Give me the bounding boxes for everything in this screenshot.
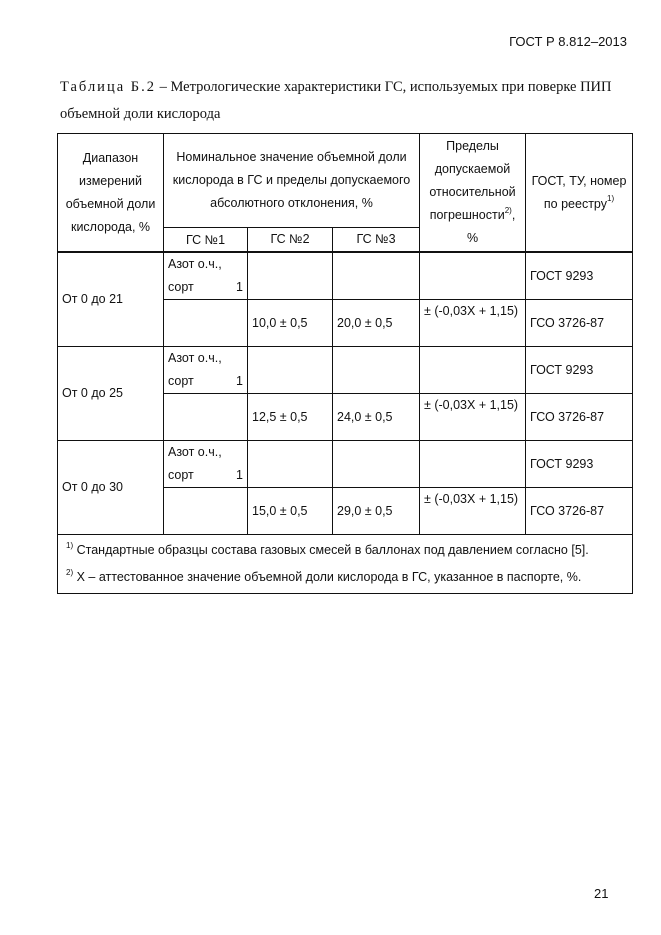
header-gost <box>526 134 633 253</box>
error-cell <box>420 347 526 394</box>
footnote-1-text: Стандартные образцы состава газовых смесей в баллонах под давлением согласно [5]. <box>73 543 589 557</box>
range-cell: От 0 до 30 <box>58 441 164 535</box>
table-row <box>58 441 633 488</box>
header-gs3: ГС №3 <box>333 228 420 253</box>
error-cell: ± (-0,03X + 1,15) <box>420 394 526 441</box>
range-cell: От 0 до 25 <box>58 347 164 441</box>
gs2-cell: 10,0 ± 0,5 <box>248 300 333 347</box>
footnote-ref-1: 1) <box>607 194 615 204</box>
header-range: Диапазон измерений объемной доли кислорода, % <box>58 134 164 253</box>
error-cell: ± (-0,03X + 1,15) <box>420 300 526 347</box>
error-cell <box>420 252 526 300</box>
gs3-cell: 24,0 ± 0,5 <box>333 394 420 441</box>
table-row <box>58 252 633 300</box>
gs2-cell <box>248 347 333 394</box>
gs1-cell: Азот о.ч., сорт 1 <box>164 441 248 488</box>
footnote-1-mark: 1) <box>66 540 74 550</box>
gs2-cell <box>248 252 333 300</box>
error-cell: ± (-0,03X + 1,15) <box>420 488 526 535</box>
header-row <box>58 134 633 228</box>
gs1-cell: Азот о.ч., сорт 1 <box>164 252 248 300</box>
table-row <box>58 347 633 394</box>
gs1-cell <box>164 488 248 535</box>
header-limits-text: Пределы допускаемой относительной погрешности <box>429 139 516 222</box>
footnote-2-mark: 2) <box>66 567 74 577</box>
range-cell: От 0 до 21 <box>58 252 164 347</box>
gost-cell: ГОСТ 9293 <box>526 441 633 488</box>
gs3-cell: 20,0 ± 0,5 <box>333 300 420 347</box>
gs3-cell: 29,0 ± 0,5 <box>333 488 420 535</box>
gost-cell: ГОСТ 9293 <box>526 347 633 394</box>
header-nominal: Номинальное значение объемной доли кислорода в ГС и пределы допускаемого абсолютного отклонения, % <box>164 134 420 228</box>
header-gost-text: ГОСТ, ТУ, номер по реестру <box>531 173 627 211</box>
gost-cell: ГСО 3726-87 <box>526 488 633 535</box>
table-title: – Метрологические характеристики ГС, используемых при поверке ПИП объемной доли кислорода <box>60 79 612 122</box>
document-code: ГОСТ Р 8.812–2013 <box>509 34 627 49</box>
gost-cell: ГОСТ 9293 <box>526 252 633 300</box>
error-cell <box>420 441 526 488</box>
header-limits <box>420 134 526 253</box>
footnotes-row <box>58 535 633 594</box>
gs1-cell <box>164 300 248 347</box>
footnote-1 <box>64 537 626 564</box>
gs2-cell <box>248 441 333 488</box>
gs3-cell <box>333 347 420 394</box>
header-gs2: ГС №2 <box>248 228 333 253</box>
gs1-cell <box>164 394 248 441</box>
metrological-table <box>57 133 633 594</box>
gost-cell: ГСО 3726-87 <box>526 394 633 441</box>
footnotes-cell <box>58 535 633 594</box>
table-label: Таблица Б.2 <box>60 79 156 95</box>
gost-cell: ГСО 3726-87 <box>526 300 633 347</box>
header-limits-tail: , % <box>466 208 516 245</box>
gs3-cell <box>333 441 420 488</box>
footnote-2 <box>64 564 626 591</box>
header-gs1: ГС №1 <box>164 228 248 253</box>
gs2-cell: 15,0 ± 0,5 <box>248 488 333 535</box>
page-number: 21 <box>594 886 609 901</box>
gs2-cell: 12,5 ± 0,5 <box>248 394 333 441</box>
footnote-2-text: X – аттестованное значение объемной доли кислорода в ГС, указанное в паспорте, %. <box>73 570 582 584</box>
gs1-cell: Азот о.ч., сорт 1 <box>164 347 248 394</box>
footnote-ref-2: 2) <box>504 205 512 215</box>
table-caption <box>60 74 630 128</box>
gs3-cell <box>333 252 420 300</box>
